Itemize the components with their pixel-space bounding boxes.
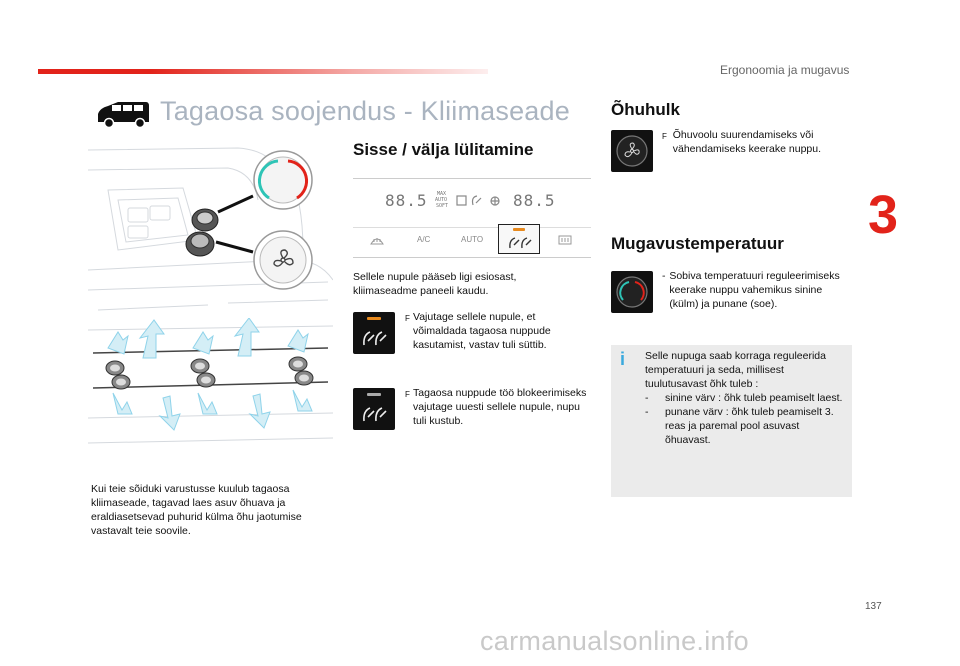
bullet-marker: F [662, 132, 667, 141]
fan-knob-thumbnail [611, 130, 653, 172]
comfort-text: Sobiva temperatuuri reguleerimiseks keerake nuppu vahemikus sinine (külm) ja punane (soe). [669, 270, 840, 310]
fan-knob [254, 231, 312, 289]
panel-display-icons [455, 193, 510, 209]
comfort-temperature-heading: Mugavustemperatuur [611, 234, 784, 253]
mode-label-max: MAX [437, 191, 447, 197]
airflow-heading: Õhuhulk [611, 100, 680, 119]
page-number: 137 [865, 601, 882, 612]
indicator-light-on [513, 228, 525, 231]
info-icon: i [620, 349, 626, 369]
info-intro: Selle nupuga saab korraga reguleerida temperatuuri ja seda, millisest tuulutusavast õhk tuleb : [645, 350, 826, 390]
bullet-marker: F [405, 314, 410, 323]
chapter-accent-bar [38, 69, 488, 74]
ceiling-vents-illustration [88, 318, 333, 468]
rear-seat-airflow-icon [361, 325, 387, 347]
info-item-red [645, 405, 845, 447]
mode-label-auto: AUTO [435, 197, 448, 203]
comfort-bullet [662, 269, 847, 311]
airflow-text: Õhuvoolu suurendamiseks või vähendamiseks keerake nuppu. [672, 129, 822, 155]
info-item-red-text: punane värv : õhk tuleb peamiselt 3. reas ja paremal pool asuvast õhuavast. [665, 406, 834, 446]
mode-label-soft: SOFT [436, 203, 449, 209]
panel-display [383, 191, 563, 213]
rear-control-button[interactable] [498, 224, 540, 254]
dash-marker: - [645, 406, 649, 418]
chapter-title: Ergonoomia ja mugavus [720, 63, 850, 77]
ac-button[interactable]: A/C [417, 235, 431, 244]
rear-ac-description: Kui teie sõiduki varustusse kuulub tagaosa kliimaseade, tagavad laes asuv õhuava ja eraldiasetsevad puhurid külma õhu jaotumise vastavalt teie soovile. [91, 483, 302, 537]
rear-defrost-icon[interactable] [557, 234, 573, 246]
info-item-blue-text: sinine värv : õhk tuleb peamiselt laest. [665, 392, 843, 404]
display-left-temp: 88.5 [385, 191, 428, 210]
bullet-disable-text: Tagaosa nuppude töö blokeerimiseks vajutage uuesti sellele nupule, nupu tuli kustub. [413, 387, 587, 427]
display-right-temp: 88.5 [513, 191, 556, 210]
bullet-enable-text: Vajutage sellele nupule, et võimaldada tagaosa nuppude kasutamist, vastav tuli süttib. [412, 311, 551, 351]
temperature-dial-icon [614, 274, 650, 310]
fan-icon [614, 133, 650, 169]
rear-button-thumbnail-off [353, 388, 395, 430]
chapter-number: 3 [868, 185, 899, 245]
indicator-light-off [367, 393, 381, 396]
info-content [645, 349, 845, 447]
rear-controls-illustration [88, 140, 333, 320]
switch-section-heading: Sisse / välja lülitamine [353, 140, 534, 159]
airflow-bullet [662, 128, 847, 156]
bullet-marker: F [405, 390, 410, 399]
switch-intro-text: Sellele nupule pääseb ligi esiosast, kliimaseadme paneeli kaudu. [353, 271, 517, 297]
defrost-icon[interactable] [369, 234, 385, 246]
bullet-disable [405, 386, 590, 428]
rear-seat-airflow-icon [361, 401, 387, 423]
dash-marker: - [662, 270, 666, 282]
page-title: Tagaosa soojendus - Kliimaseade [160, 96, 570, 126]
van-icon [96, 100, 150, 128]
temperature-knob [254, 151, 312, 209]
rear-button-thumbnail-on [353, 312, 395, 354]
front-ac-panel [353, 178, 591, 258]
auto-button[interactable]: AUTO [461, 235, 484, 244]
rear-seat-airflow-icon [507, 234, 533, 250]
bullet-enable [405, 310, 590, 352]
watermark: carmanualsonline.info [480, 626, 749, 656]
info-item-blue [645, 391, 845, 405]
panel-button-row [353, 227, 591, 251]
indicator-light-on [367, 317, 381, 320]
dash-marker: - [645, 392, 649, 404]
temperature-knob-thumbnail [611, 271, 653, 313]
